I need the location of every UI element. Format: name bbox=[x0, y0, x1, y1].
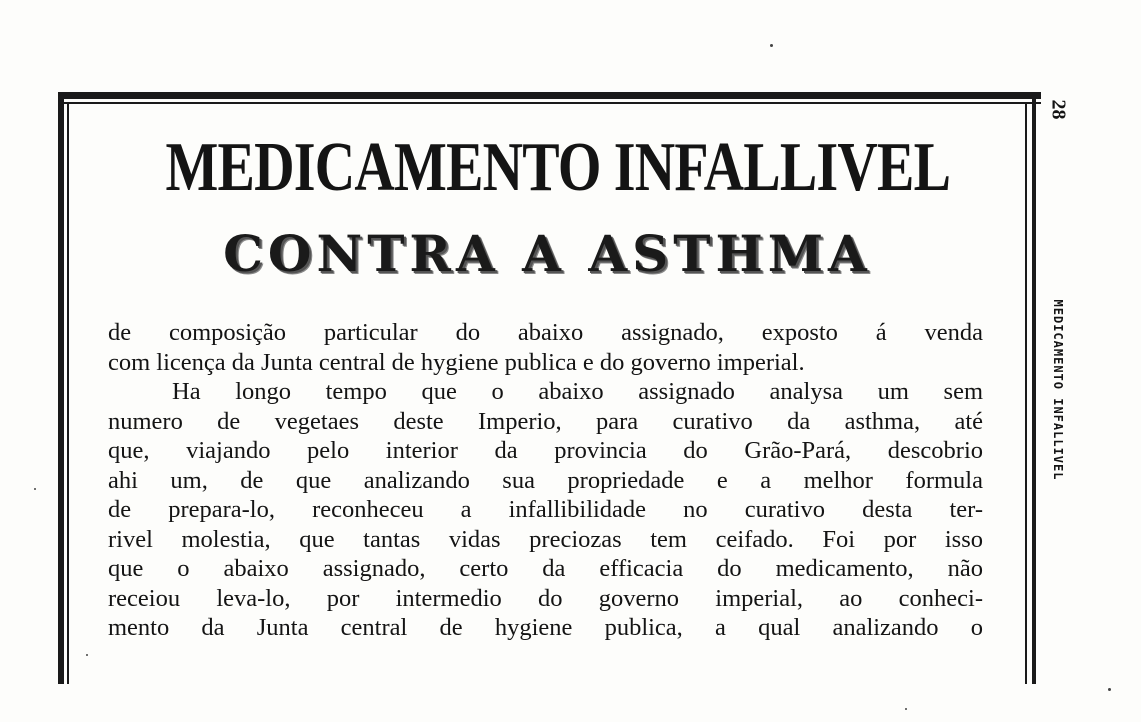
running-head: MEDICAMENTO INFALLIVEL bbox=[1051, 299, 1065, 481]
text-line: de composição particular do abaixo assignado, exposto á venda bbox=[108, 319, 983, 346]
text-line: rivel molestia, que tantas vidas preciozas tem ceifado. Foi por isso bbox=[108, 525, 983, 553]
body-paragraph bbox=[108, 318, 983, 643]
paper-speck bbox=[86, 654, 88, 656]
text-line: de prepara-lo, reconheceu a infallibilidade no curativo desta ter- bbox=[108, 496, 983, 523]
text-line: receiou leva-lo, por intermedio do governo imperial, ao conheci- bbox=[108, 584, 983, 612]
text-line: ahi um, de que analizando sua propriedade e a melhor formula bbox=[108, 466, 983, 494]
border-top-thin-rule bbox=[58, 102, 1041, 104]
border-right-thin-rule bbox=[1025, 104, 1027, 684]
text-line: com licença da Junta central de hygiene publica e do governo imperial. bbox=[108, 348, 805, 376]
border-left-thin-rule bbox=[67, 104, 69, 684]
paper-speck bbox=[905, 708, 907, 710]
page-subtitle: CONTRA A ASTHMA bbox=[223, 224, 872, 283]
page-title: MEDICAMENTO INFALLIVEL bbox=[165, 129, 951, 206]
border-top-rule bbox=[58, 92, 1041, 99]
border-right-rule bbox=[1032, 92, 1036, 684]
text-line: numero de vegetaes deste Imperio, para curativo da asthma, até bbox=[108, 407, 983, 435]
paper-speck bbox=[34, 488, 36, 490]
text-line: Ha longo tempo que o abaixo assignado analysa um sem bbox=[172, 378, 983, 405]
text-line: que, viajando pelo interior da provincia do Grão-Pará, descobrio bbox=[108, 437, 983, 464]
text-line: mento da Junta central de hygiene publica, a qual analizando o bbox=[108, 614, 983, 641]
border-left-rule bbox=[58, 92, 64, 684]
paper-speck bbox=[770, 44, 773, 47]
page-number: 28 bbox=[1047, 99, 1070, 120]
text-line: que o abaixo assignado, certo da efficacia do medicamento, não bbox=[108, 555, 983, 582]
paper-speck bbox=[1108, 688, 1111, 691]
